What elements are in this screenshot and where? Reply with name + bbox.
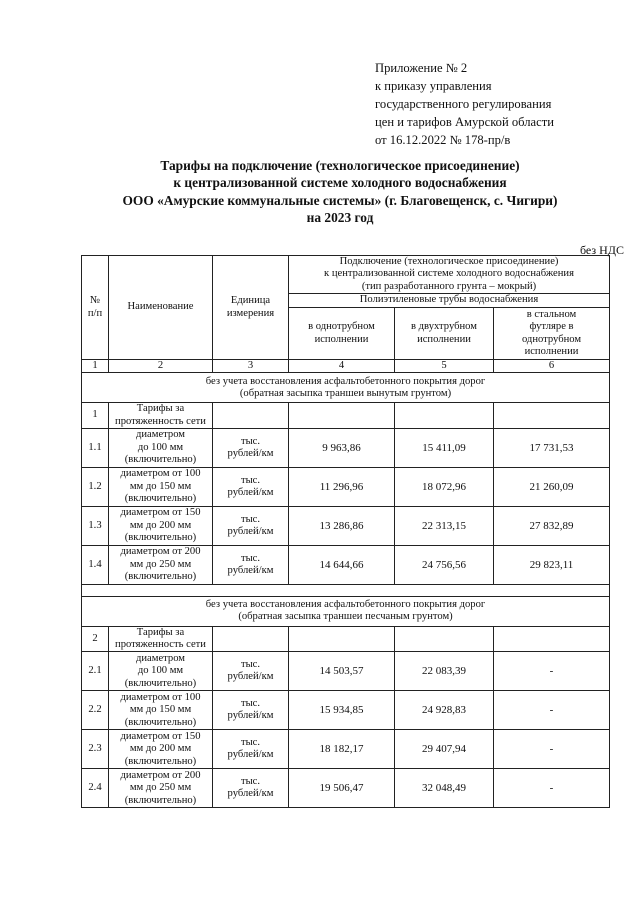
row-name: диаметром от 150 мм до 200 мм (включительно) <box>109 506 213 545</box>
value-single-pipe: 15 934,85 <box>289 691 395 730</box>
row-unit: тыс. рублей/км <box>213 730 289 769</box>
header-pipes: Полиэтиленовые трубы водоснабжения <box>289 294 610 308</box>
row-number: 1.2 <box>82 467 109 506</box>
value-double-pipe: 24 928,83 <box>395 691 494 730</box>
table-row <box>82 691 610 730</box>
value-double-pipe: 22 083,39 <box>395 652 494 691</box>
header-col5: в двухтрубном исполнении <box>395 308 494 360</box>
group-name: Тарифы за протяженность сети <box>109 403 213 429</box>
column-number: 2 <box>109 360 213 373</box>
appendix-line: государственного регулирования <box>375 97 552 111</box>
table-row <box>82 467 610 506</box>
value-single-pipe: 14 503,57 <box>289 652 395 691</box>
section-title: без учета восстановления асфальтобетонного покрытия дорог (обратная засыпка траншеи песчаным грунтом) <box>82 596 610 626</box>
header-col4: в однотрубном исполнении <box>289 308 395 360</box>
table-row <box>82 730 610 769</box>
value-single-pipe: 13 286,86 <box>289 506 395 545</box>
header-connection: Подключение (технологическое присоединение) к централизованной системе холодного водоснабжения (тип разработанного грунта – мокрый) <box>289 256 610 294</box>
value-steel-case: - <box>494 730 610 769</box>
empty-cell <box>395 626 494 652</box>
appendix-line: цен и тарифов Амурской области <box>375 115 554 129</box>
table-row <box>82 428 610 467</box>
row-name: диаметром до 100 мм (включительно) <box>109 652 213 691</box>
empty-cell <box>494 403 610 429</box>
document-title <box>60 157 620 227</box>
value-double-pipe: 15 411,09 <box>395 428 494 467</box>
vat-note: без НДС <box>579 243 624 257</box>
row-number: 2.1 <box>82 652 109 691</box>
row-name: диаметром от 150 мм до 200 мм (включительно) <box>109 730 213 769</box>
table-row <box>82 769 610 808</box>
value-single-pipe: 19 506,47 <box>289 769 395 808</box>
column-numbers-row <box>82 360 610 373</box>
header-col6: в стальном футляре в однотрубном исполнении <box>494 308 610 360</box>
value-double-pipe: 29 407,94 <box>395 730 494 769</box>
value-single-pipe: 18 182,17 <box>289 730 395 769</box>
value-single-pipe: 11 296,96 <box>289 467 395 506</box>
row-unit: тыс. рублей/км <box>213 428 289 467</box>
column-number: 3 <box>213 360 289 373</box>
appendix-line: от 16.12.2022 № 178-пр/в <box>375 133 511 147</box>
table-row <box>82 506 610 545</box>
value-double-pipe: 18 072,96 <box>395 467 494 506</box>
section-title: без учета восстановления асфальтобетонного покрытия дорог (обратная засыпка траншеи вынутым грунтом) <box>82 373 610 403</box>
title-line: к централизованной системе холодного водоснабжения <box>173 175 507 191</box>
column-number: 4 <box>289 360 395 373</box>
row-name: диаметром от 100 мм до 150 мм (включительно) <box>109 467 213 506</box>
value-steel-case: - <box>494 769 610 808</box>
column-number: 6 <box>494 360 610 373</box>
row-unit: тыс. рублей/км <box>213 506 289 545</box>
row-number: 2.2 <box>82 691 109 730</box>
group-name: Тарифы за протяженность сети <box>109 626 213 652</box>
value-steel-case: 27 832,89 <box>494 506 610 545</box>
row-name: диаметром до 100 мм (включительно) <box>109 428 213 467</box>
empty-cell <box>213 626 289 652</box>
row-unit: тыс. рублей/км <box>213 691 289 730</box>
value-double-pipe: 32 048,49 <box>395 769 494 808</box>
column-number: 5 <box>395 360 494 373</box>
row-number: 1.4 <box>82 545 109 584</box>
column-number: 1 <box>82 360 109 373</box>
row-name: диаметром от 200 мм до 250 мм (включительно) <box>109 769 213 808</box>
value-single-pipe: 9 963,86 <box>289 428 395 467</box>
value-double-pipe: 24 756,56 <box>395 545 494 584</box>
appendix-block <box>375 59 625 149</box>
title-line: ООО «Амурские коммунальные системы» (г. Благовещенск, с. Чигири) <box>122 192 558 208</box>
title-line: на 2023 год <box>306 210 374 226</box>
empty-cell <box>395 403 494 429</box>
row-number: 2.3 <box>82 730 109 769</box>
group-number: 2 <box>82 626 109 652</box>
value-steel-case: 21 260,09 <box>494 467 610 506</box>
title-line: Тарифы на подключение (технологическое присоединение) <box>160 158 520 173</box>
row-unit: тыс. рублей/км <box>213 545 289 584</box>
group-number: 1 <box>82 403 109 429</box>
value-steel-case: 29 823,11 <box>494 545 610 584</box>
empty-cell <box>289 626 395 652</box>
header-num: № п/п <box>82 256 109 360</box>
row-number: 1.1 <box>82 428 109 467</box>
row-unit: тыс. рублей/км <box>213 652 289 691</box>
table-row <box>82 652 610 691</box>
value-double-pipe: 22 313,15 <box>395 506 494 545</box>
appendix-line: Приложение № 2 <box>375 61 468 75</box>
tariffs-table <box>81 255 610 808</box>
appendix-line: к приказу управления <box>375 79 492 93</box>
tariffs-table-body <box>82 256 610 808</box>
value-steel-case: - <box>494 691 610 730</box>
header-name: Наименование <box>109 256 213 360</box>
header-unit: Единица измерения <box>213 256 289 360</box>
empty-cell <box>289 403 395 429</box>
row-name: диаметром от 100 мм до 150 мм (включительно) <box>109 691 213 730</box>
empty-cell <box>494 626 610 652</box>
row-number: 1.3 <box>82 506 109 545</box>
row-unit: тыс. рублей/км <box>213 769 289 808</box>
value-single-pipe: 14 644,66 <box>289 545 395 584</box>
empty-cell <box>213 403 289 429</box>
blank-row <box>82 584 610 596</box>
row-unit: тыс. рублей/км <box>213 467 289 506</box>
table-row <box>82 545 610 584</box>
row-name: диаметром от 200 мм до 250 мм (включительно) <box>109 545 213 584</box>
value-steel-case: 17 731,53 <box>494 428 610 467</box>
value-steel-case: - <box>494 652 610 691</box>
row-number: 2.4 <box>82 769 109 808</box>
